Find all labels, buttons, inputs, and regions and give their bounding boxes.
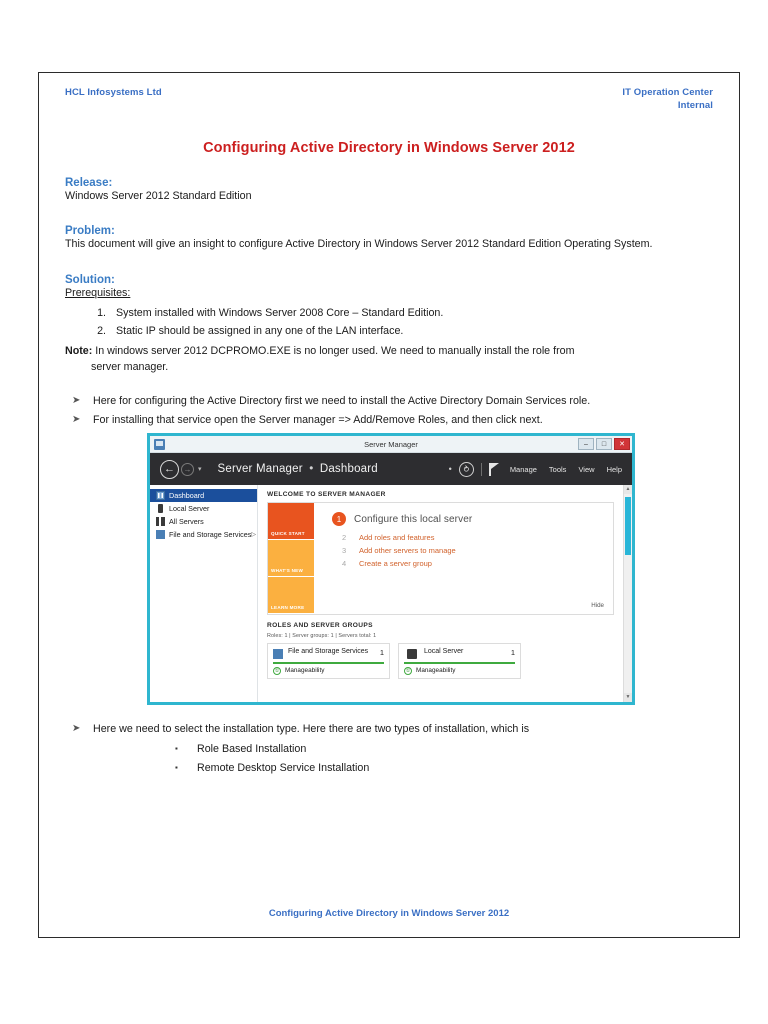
company-name: HCL Infosystems Ltd [65,87,162,98]
list-item [65,721,713,738]
arrow-bullet-text: Here for configuring the Active Directory first we need to install the Active Directory Domain Services role. [93,395,591,408]
flag-icon[interactable] [489,463,498,476]
sidebar-item-label: Dashboard [169,491,205,500]
menu-tools[interactable]: Tools [548,464,567,474]
arrow-bullet-icon: ➤ [72,414,81,426]
step-configure-local-server[interactable] [332,512,613,526]
note-label: Note: [65,345,93,358]
sidebar-item-dashboard[interactable] [150,489,257,502]
window-title: Server Manager [364,439,418,449]
sidebar-item-all-servers[interactable] [150,515,257,528]
status-rule [404,662,515,664]
dashboard-grid-icon [156,491,165,500]
breadcrumb [218,463,378,475]
arrow-bullet-icon: ➤ [72,723,81,734]
step-label: Configure this local server [354,513,473,525]
step-number: 3 [342,546,347,555]
list-item [65,412,713,429]
header-right-block [622,87,713,113]
header-department: IT Operation Center [622,87,713,98]
whats-new-label: WHAT'S NEW [271,568,304,573]
manageability-row[interactable] [273,667,384,675]
toolbar-divider [481,463,482,476]
list-item: 1. System installed with Windows Server 2008 Core – Standard Edition. [109,304,713,323]
window-controls [578,438,630,450]
learn-more-label: LEARN MORE [271,605,305,610]
manageability-label: Manageability [416,667,456,675]
step-number: 2 [342,533,347,542]
dashboard-content [258,485,623,702]
note-block [65,344,713,375]
sidebar-item-label: All Servers [169,517,204,526]
problem-heading: Problem: [65,225,115,238]
square-bullet-icon: ▪ [175,744,178,754]
welcome-steps [314,503,613,614]
welcome-heading: WELCOME TO SERVER MANAGER [267,491,386,498]
list-item: 2. Static IP should be assigned in any one of the LAN interface. [109,322,713,341]
installation-intro: Here we need to select the installation type. Here there are two types of installation, which is [93,723,530,735]
chevron-right-icon[interactable]: ▷ [251,532,256,538]
maximize-button[interactable]: □ [596,438,612,450]
welcome-panel [267,502,614,615]
step-label: Add roles and features [359,533,435,542]
installation-type-label: Role Based Installation [197,743,307,756]
quick-start-label: QUICK START [271,531,305,536]
role-card-file-and-storage-services[interactable] [267,643,390,679]
step-add-other-servers[interactable] [332,546,613,555]
back-arrow-icon[interactable]: ← [160,460,179,479]
menu-manage[interactable]: Manage [509,464,537,474]
file-storage-icon [156,530,165,539]
sidebar-item-local-server[interactable] [150,502,257,515]
scrollbar-thumb[interactable] [625,497,631,555]
minimize-button[interactable]: – [578,438,594,450]
step-add-roles-and-features[interactable] [332,533,613,542]
solution-heading: Solution: [65,273,115,286]
roles-heading: ROLES AND SERVER GROUPS [267,622,373,629]
prerequisites-heading: Prerequisites: [65,286,131,299]
sidebar-item-label: File and Storage Services [169,530,252,539]
file-storage-icon [273,649,283,659]
step-create-server-group[interactable] [332,559,613,568]
status-badge: ① [405,667,411,674]
navbar-right-tools [449,462,626,477]
note-text-continued: server manager. [91,360,169,373]
page-footer: Configuring Active Directory in Windows Server 2012 [268,908,510,919]
breadcrumb-separator: • [309,463,314,475]
status-rule [273,662,384,664]
chevron-down-icon[interactable]: ▾ [198,466,202,473]
release-value: Windows Server 2012 Standard Edition [65,189,252,202]
roles-and-server-groups [267,622,614,679]
list-item [65,759,713,778]
problem-text: This document will give an insight to configure Active Directory in Windows Server 2012 Standard Edition Operating System. [65,238,653,251]
note-text: In windows server 2012 DCPROMO.EXE is no longer used. We need to manually install the role from [95,345,575,358]
header-classification: Internal [677,99,713,111]
arrow-bullet-list [65,393,713,429]
installation-type-label: Remote Desktop Service Installation [197,761,370,774]
forward-arrow-icon[interactable]: → [181,463,194,476]
roles-summary: Roles: 1 | Server groups: 1 | Servers total: 1 [267,633,377,639]
quick-start-tile[interactable] [268,503,314,540]
list-item [65,740,713,759]
document-header [65,87,713,113]
window-body [150,485,632,702]
step-number: 4 [342,559,347,568]
manageability-label: Manageability [285,667,325,675]
whats-new-tile[interactable] [268,540,314,577]
arrow-bullet-icon: ➤ [72,395,81,407]
scroll-down-icon[interactable]: ▼ [625,694,631,700]
navigation-bar [150,453,632,485]
list-item [65,393,713,410]
page-title: Configuring Active Directory in Windows Server 2012 [203,139,575,156]
status-badge: ① [274,667,280,674]
server-manager-screenshot [147,433,635,705]
all-servers-icon [156,517,165,526]
breadcrumb-root[interactable]: Server Manager [217,463,303,475]
document-page [38,72,740,938]
server-icon [407,649,417,659]
prerequisites-list [109,304,713,341]
quickstart-rail [268,503,314,614]
step-label: Create a server group [359,559,432,568]
role-card-list [267,643,614,679]
role-card-title: Local Server [424,648,464,655]
step-number-badge: 1 [332,512,346,526]
refresh-icon[interactable]: ⥁ [459,462,474,477]
sidebar-navigation [150,485,258,702]
role-card-count: 1 [510,648,515,657]
arrow-bullet-text: For installing that service open the Server manager => Add/Remove Roles, and then click next. [93,414,543,427]
window-titlebar [150,436,632,453]
installation-section [65,721,713,778]
scroll-up-icon[interactable]: ▲ [625,486,631,492]
role-card-count: 1 [379,648,384,657]
manageability-row[interactable] [404,667,515,675]
learn-more-tile[interactable] [268,577,314,614]
role-card-local-server[interactable] [398,643,521,679]
close-button[interactable]: ✕ [614,438,630,450]
step-label: Add other servers to manage [359,546,456,555]
breadcrumb-current: Dashboard [319,463,378,475]
vertical-scrollbar[interactable] [623,485,632,702]
sidebar-item-label: Local Server [169,504,210,513]
sidebar-item-file-and-storage-services[interactable] [150,528,257,541]
release-heading: Release: [65,176,113,189]
server-icon [158,504,163,513]
square-bullet-icon: ▪ [175,762,178,772]
menu-help[interactable]: Help [606,464,622,474]
menu-view[interactable]: View [578,464,595,474]
role-card-title: File and Storage Services [288,648,369,655]
notification-dot-icon: • [448,464,452,474]
hide-link[interactable]: Hide [591,602,604,609]
